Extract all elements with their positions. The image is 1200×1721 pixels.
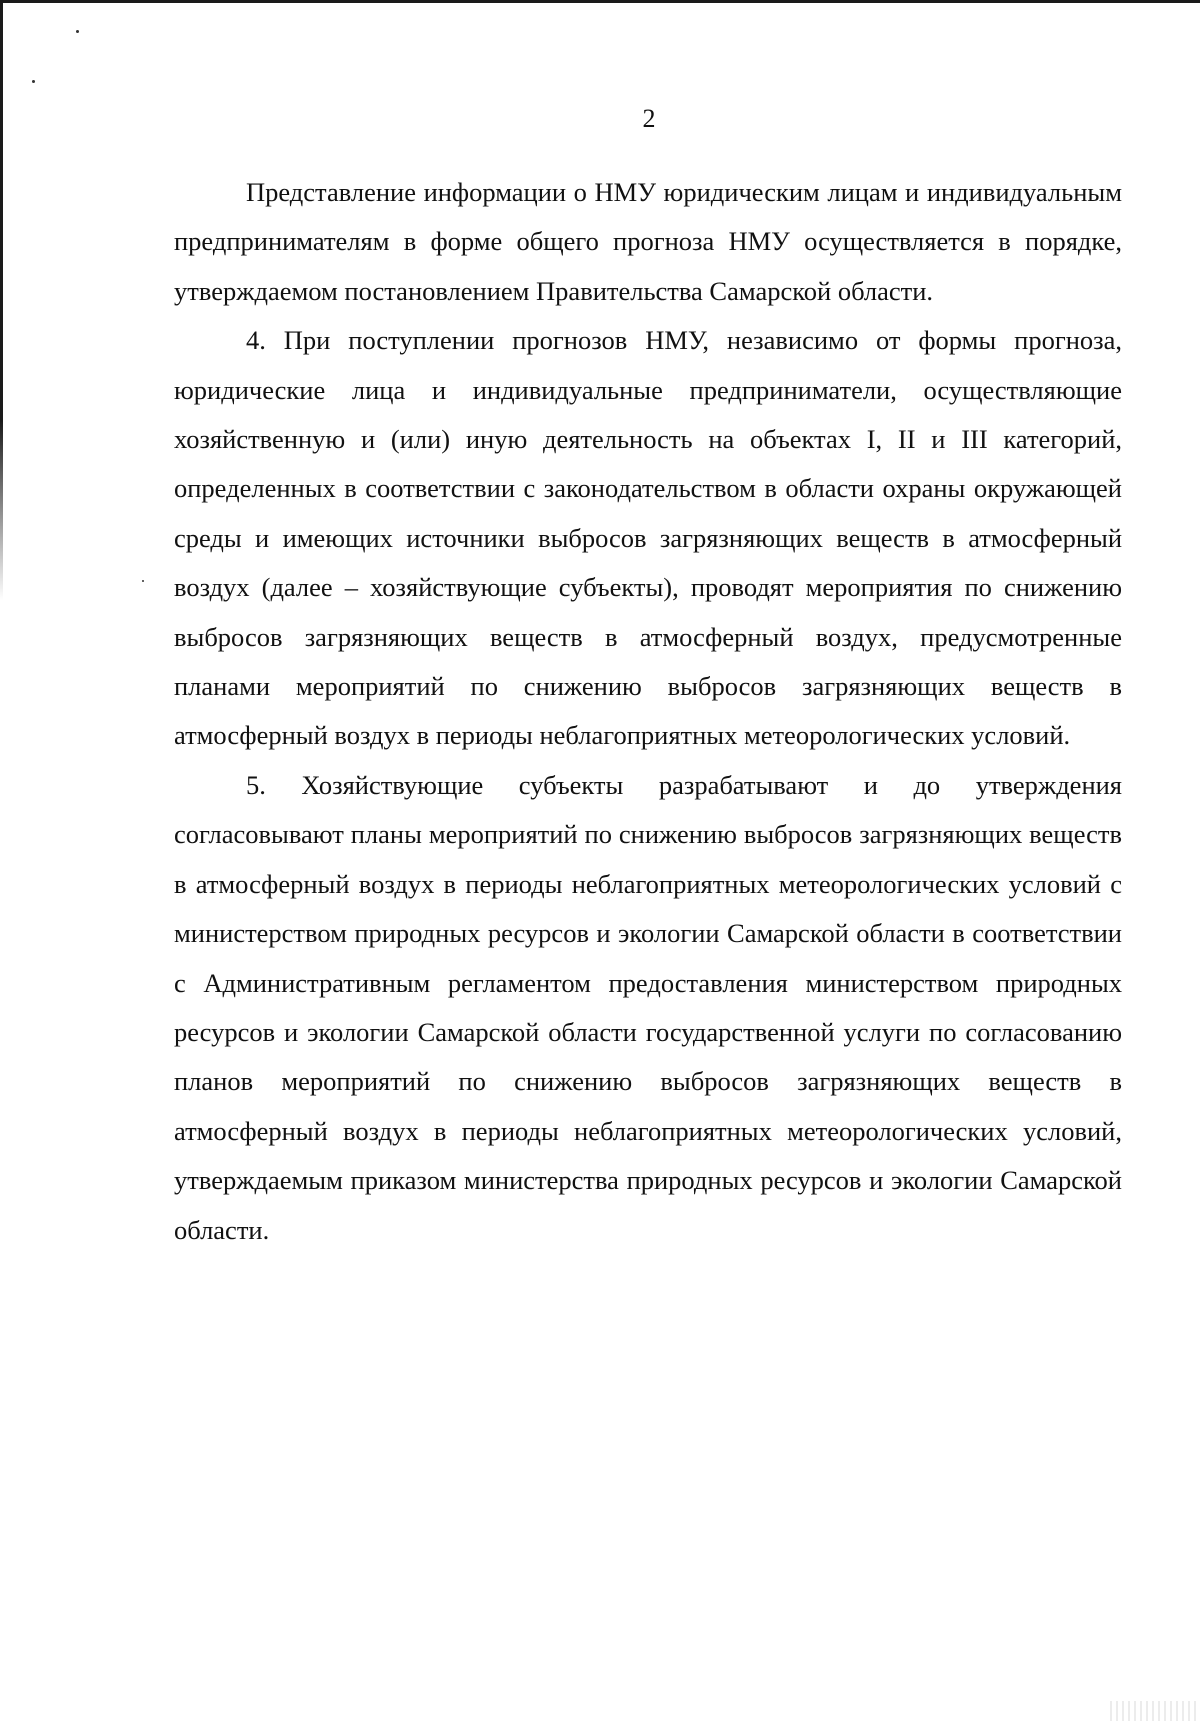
- scan-edge-left: [0, 0, 3, 600]
- scan-speck: [32, 80, 35, 83]
- paragraph-nmu-information: Представление информации о НМУ юридическим лицам и индивидуальным предпринимателям в форме общего прогноза НМУ осуществляется в порядке, утверждаемом постановлением Правительства Самарской области.: [174, 177, 1122, 306]
- scan-speck: [142, 580, 144, 582]
- document-body: [174, 168, 1122, 1255]
- scan-speck: [76, 30, 79, 33]
- page-number: 2: [642, 104, 656, 133]
- scan-edge-top: [0, 0, 1200, 3]
- paragraph-item-4: 4. При поступлении прогнозов НМУ, независимо от формы прогноза, юридические лица и индивидуальные предприниматели, осуществляющие хозяйственную и (или) иную деятельность на объектах I, II и III категорий, определенных в соответствии с законодательством в области охраны окружающей среды и имеющих источники выбросов загрязняющих веществ в атмосферный воздух (далее – хозяйствующие субъекты), проводят мероприятия по снижению выбросов загрязняющих веществ в атмосферный воздух, предусмотренные планами мероприятий по снижению выбросов загрязняющих веществ в атмосферный воздух в периоды неблагоприятных метеорологических условий.: [174, 325, 1122, 751]
- scan-noise: [1110, 1701, 1200, 1721]
- paragraph-item-5: 5. Хозяйствующие субъекты разрабатывают и до утверждения согласовывают планы мероприятий по снижению выбросов загрязняющих веществ в атмосферный воздух в периоды неблагоприятных метеорологических условий с министерством природных ресурсов и экологии Самарской области в соответствии с Административным регламентом предоставления министерством природных ресурсов и экологии Самарской области государственной услуги по согласованию планов мероприятий по снижению выбросов загрязняющих веществ в атмосферный воздух в периоды неблагоприятных метеорологических условий, утверждаемым приказом министерства природных ресурсов и экологии Самарской области.: [174, 769, 1122, 1245]
